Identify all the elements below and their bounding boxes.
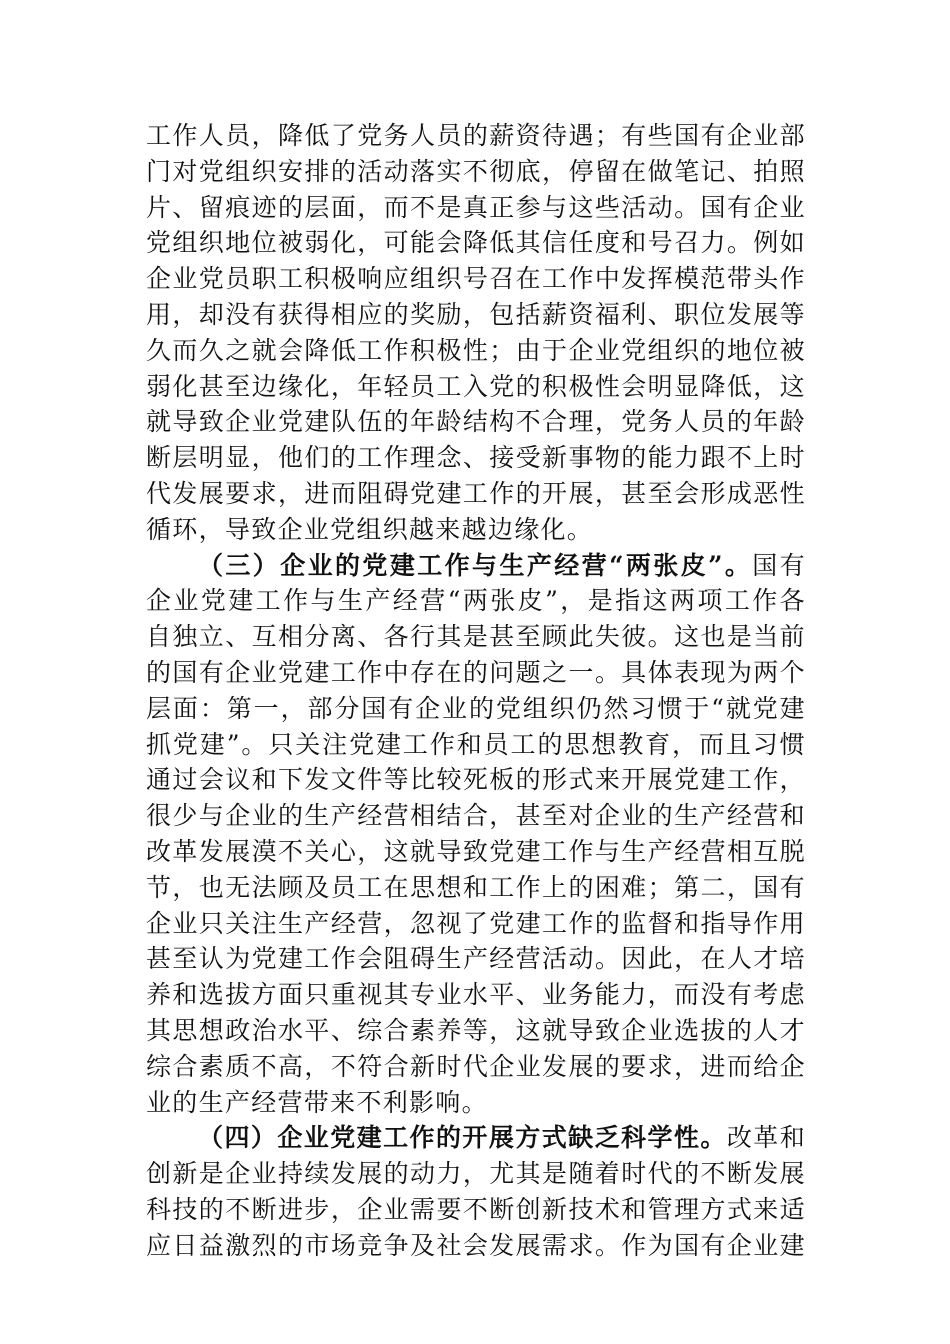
text-line: 创新是企业持续发展的动力，尤其是随着时代的不断发展 — [146, 1159, 806, 1189]
text-line: 企业党建工作与生产经营“两张皮”，是指这两项工作各 — [146, 586, 806, 616]
text-line: 代发展要求，进而阻碍党建工作的开展，甚至会形成恶性 — [146, 478, 806, 508]
text-line: 弱化甚至边缘化，年轻员工入党的积极性会明显降低，这 — [146, 371, 806, 401]
section-3-first-line — [146, 548, 806, 584]
section-4 — [146, 1120, 806, 1263]
text-line: 党组织地位被弱化，可能会降低其信任度和号召力。例如 — [146, 228, 806, 258]
text-line: 业的生产经营带来不利影响。 — [146, 1087, 488, 1117]
text-line: 企业只关注生产经营，忽视了党建工作的监督和指导作用 — [146, 908, 806, 938]
section-4-heading: （四）企业党建工作的开展方式缺乏科学性。 — [198, 1123, 727, 1153]
text-line: 科技的不断进步，企业需要不断创新技术和管理方式来适 — [146, 1194, 806, 1224]
text-line: 层面：第一，部分国有企业的党组织仍然习惯于“就党建 — [146, 693, 806, 723]
text-line: 综合素质不高，不符合新时代企业发展的要求，进而给企 — [146, 1051, 806, 1081]
text-line: 企业党员职工积极响应组织号召在工作中发挥模范带头作 — [146, 264, 806, 294]
section-3 — [146, 548, 806, 1121]
document-body — [146, 118, 806, 1264]
text-line: 的国有企业党建工作中存在的问题之一。具体表现为两个 — [146, 657, 806, 687]
section-4-first-line — [146, 1120, 806, 1156]
text-line: 片、留痕迹的层面，而不是真正参与这些活动。国有企业 — [146, 192, 806, 222]
text-line: 通过会议和下发文件等比较死板的形式来开展党建工作， — [146, 765, 806, 795]
text-line: 循环，导致企业党组织越来越边缘化。 — [146, 514, 594, 544]
paragraph-1 — [146, 118, 806, 548]
text-span: 改革和 — [726, 1123, 806, 1153]
text-line: 改革发展漠不关心，这就导致党建工作与生产经营相互脱 — [146, 836, 806, 866]
section-3-heading: （三）企业的党建工作与生产经营“两张皮”。 — [198, 550, 753, 580]
text-line: 很少与企业的生产经营相结合，甚至对企业的生产经营和 — [146, 801, 806, 831]
text-line: 就导致企业党建队伍的年龄结构不合理，党务人员的年龄 — [146, 407, 806, 437]
text-line: 节，也无法顾及员工在思想和工作上的困难；第二，国有 — [146, 872, 806, 902]
text-line: 断层明显，他们的工作理念、接受新事物的能力跟不上时 — [146, 443, 806, 473]
text-line: 抓党建”。只关注党建工作和员工的思想教育，而且习惯 — [146, 729, 806, 759]
text-line: 其思想政治水平、综合素养等，这就导致企业选拔的人才 — [146, 1015, 806, 1045]
text-line: 自独立、互相分离、各行其是甚至顾此失彼。这也是当前 — [146, 622, 806, 652]
text-line: 久而久之就会降低工作积极性；由于企业党组织的地位被 — [146, 335, 806, 365]
text-span: 国有 — [752, 550, 806, 580]
text-line: 用，却没有获得相应的奖励，包括薪资福利、职位发展等 — [146, 299, 806, 329]
text-line: 门对党组织安排的活动落实不彻底，停留在做笔记、拍照 — [146, 156, 806, 186]
text-line: 养和选拔方面只重视其专业水平、业务能力，而没有考虑 — [146, 980, 806, 1010]
text-line: 工作人员，降低了党务人员的薪资待遇；有些国有企业部 — [146, 121, 806, 150]
text-line: 甚至认为党建工作会阻碍生产经营活动。因此，在人才培 — [146, 944, 806, 974]
text-line: 应日益激烈的市场竞争及社会发展需求。作为国有企业建 — [146, 1230, 806, 1260]
